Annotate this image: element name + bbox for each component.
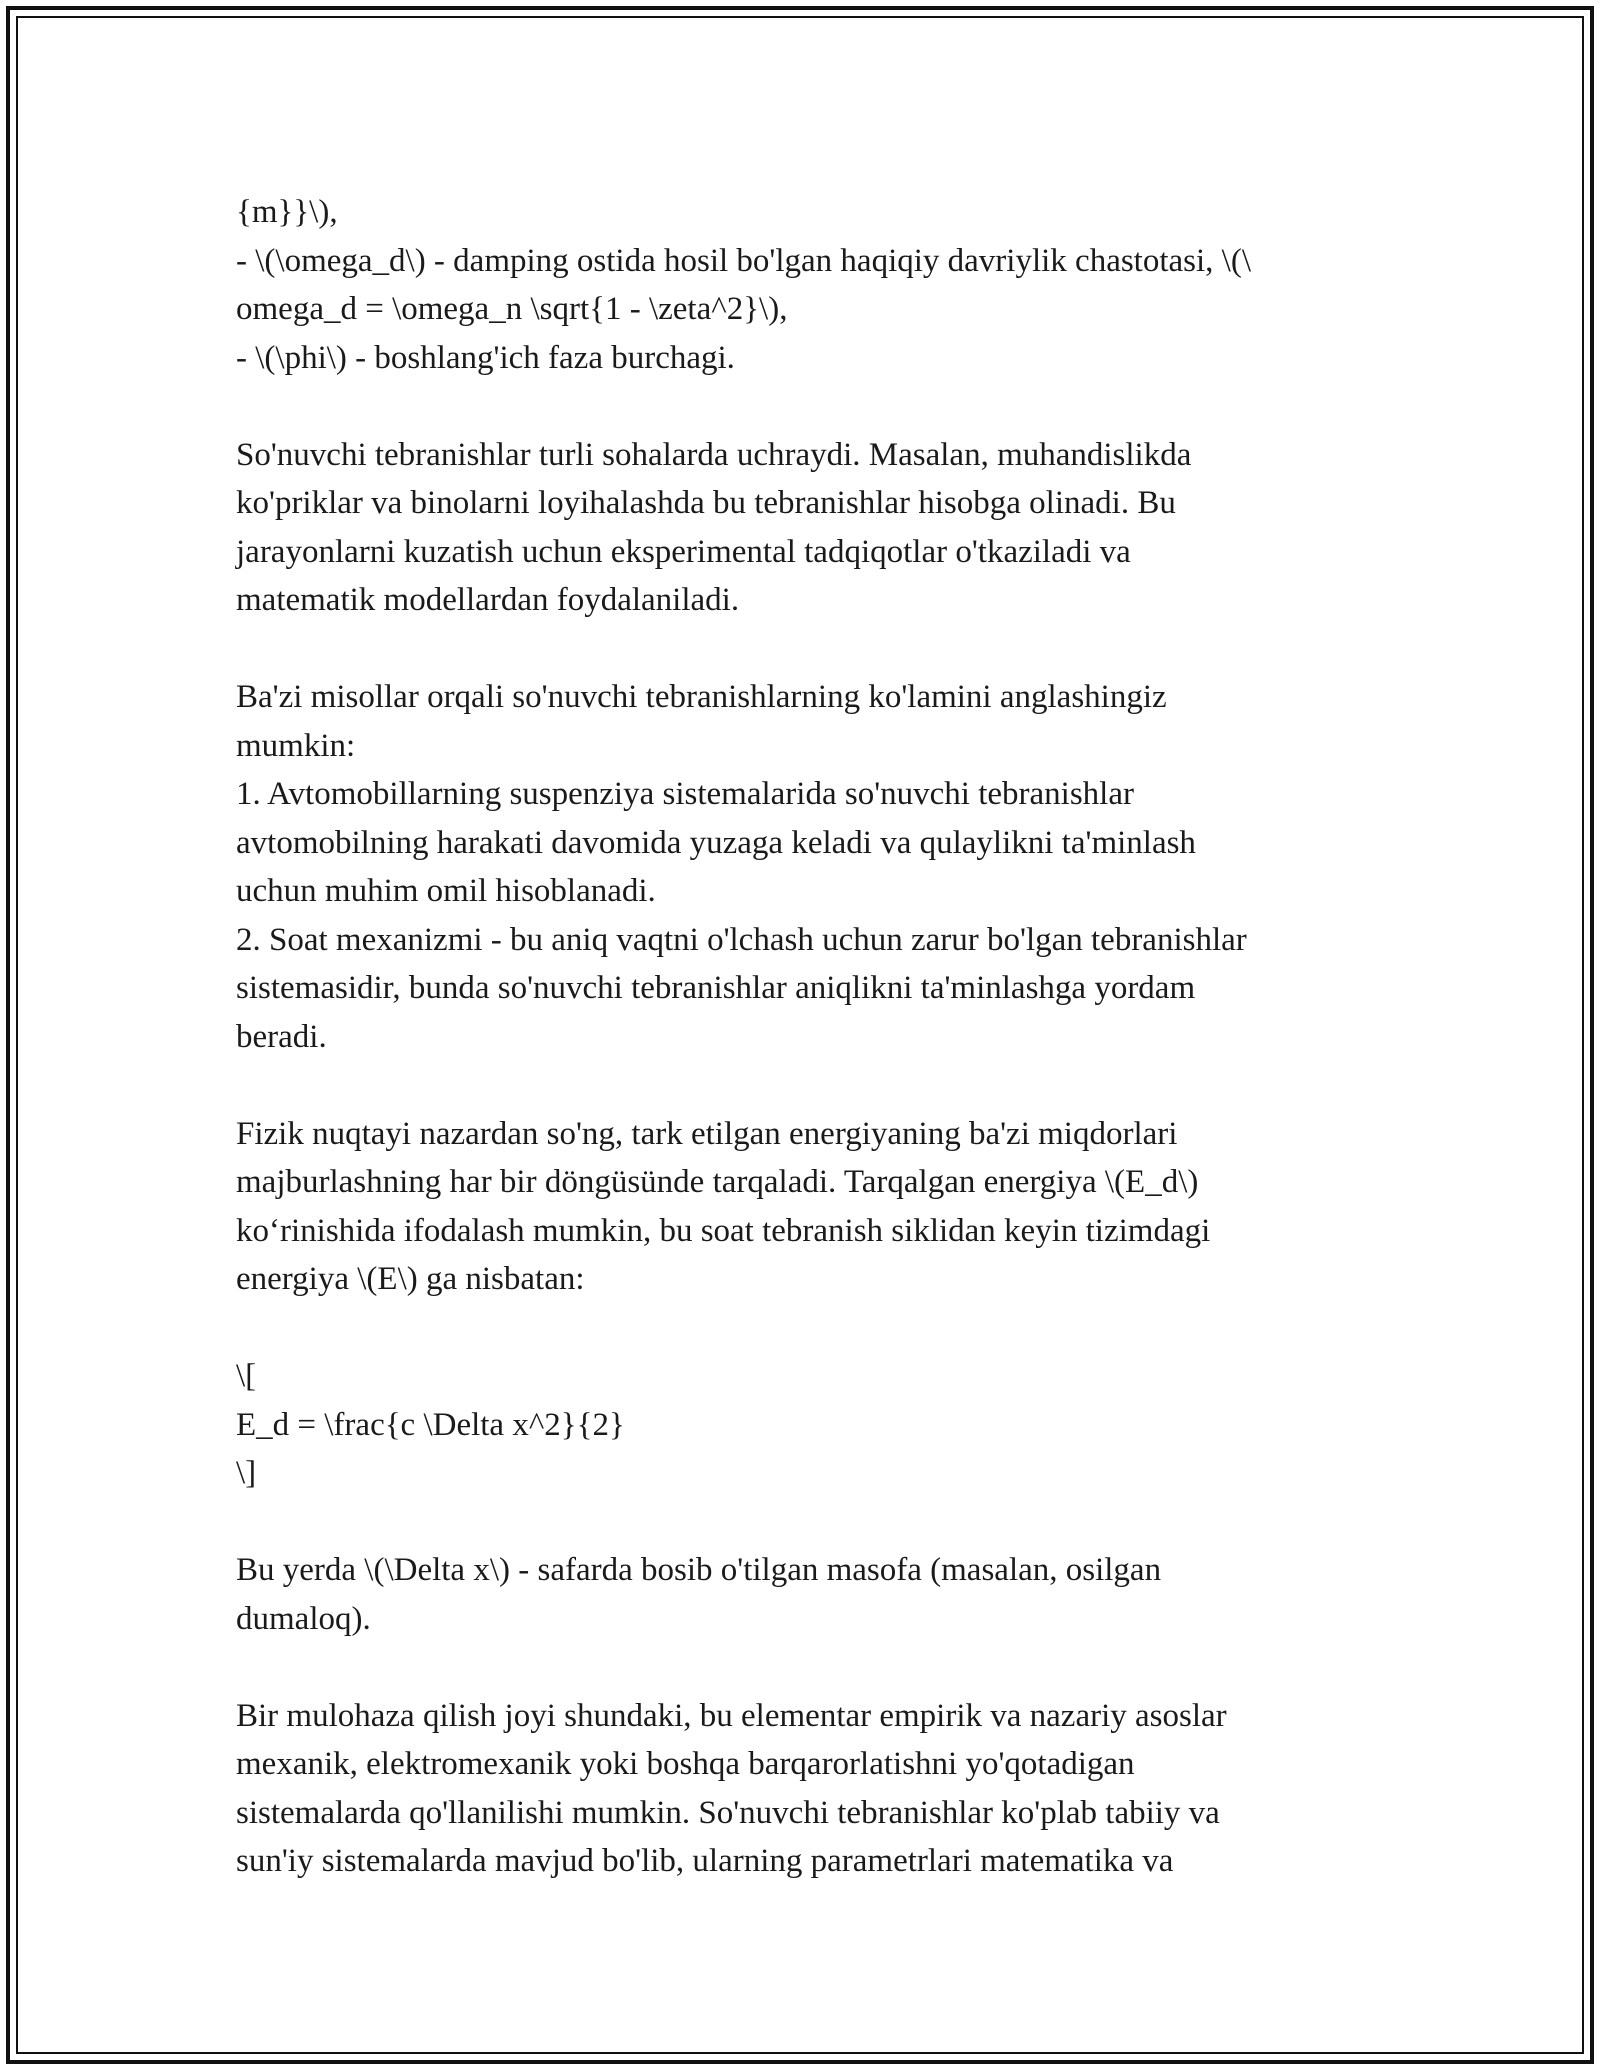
text-line: sistemalarda qo'llanilishi mumkin. So'nuvchi tebranishlar ko'plab tabiiy va xyxy=(236,1794,1220,1831)
text-line: E_d = \frac{c \Delta x^2}{2} xyxy=(236,1406,625,1443)
text-line: dumaloq). xyxy=(236,1600,371,1637)
document-body xyxy=(236,188,1376,1886)
paragraph-delta-x xyxy=(236,1546,1376,1643)
text-line: matematik modellardan foydalaniladi. xyxy=(236,582,740,618)
text-line: Ba'zi misollar orqali so'nuvchi tebranishlarning ko'lamini anglashingiz xyxy=(236,679,1167,715)
text-line: {m}}\), xyxy=(236,194,338,230)
text-line: uchun muhim omil hisoblanadi. xyxy=(236,873,656,909)
text-line: ko‘rinishida ifodalash mumkin, bu soat tebranish siklidan keyin tizimdagi xyxy=(236,1212,1211,1249)
text-line: \[ xyxy=(236,1358,257,1394)
text-line: mumkin: xyxy=(236,727,356,764)
text-line: mexanik, elektromexanik yoki boshqa barqarorlatishni yo'qotadigan xyxy=(236,1746,1135,1782)
text-line: energiya \(E\) ga nisbatan: xyxy=(236,1261,585,1297)
text-line: omega_d = \omega_n \sqrt{1 - \zeta^2}\), xyxy=(236,291,788,327)
paragraph-gap xyxy=(236,1643,1376,1692)
text-line: avtomobilning harakati davomida yuzaga keladi va qulaylikni ta'minlash xyxy=(236,824,1196,861)
paragraph-examples xyxy=(236,673,1376,1061)
text-line: Bir mulohaza qilish joyi shundaki, bu elementar empirik va nazariy asoslar xyxy=(236,1697,1227,1734)
text-line: ko'priklar va binolarni loyihalashda bu tebranishlar hisobga olinadi. Bu xyxy=(236,485,1176,521)
text-line: sun'iy sistemalarda mavjud bo'lib, ularning parametrlari matematika va xyxy=(236,1843,1174,1879)
paragraph-gap xyxy=(236,625,1376,674)
text-line: beradi. xyxy=(236,1018,327,1055)
text-line: majburlashning har bir döngüsünde tarqaladi. Tarqalgan energiya \(E_d\) xyxy=(236,1164,1199,1200)
text-line: Fizik nuqtayi nazardan so'ng, tark etilgan energiyaning ba'zi miqdorlari xyxy=(236,1115,1178,1152)
paragraph-conclusion xyxy=(236,1692,1376,1886)
paragraph-gap xyxy=(236,1498,1376,1547)
text-line: 2. Soat mexanizmi - bu aniq vaqtni o'lchash uchun zarur bo'lgan tebranishlar xyxy=(236,921,1247,958)
text-line: jarayonlarni kuzatish uchun eksperimental tadqiqotlar o'tkaziladi va xyxy=(236,533,1131,570)
paragraph-gap xyxy=(236,1061,1376,1110)
equation-energy xyxy=(236,1352,1376,1498)
text-line: - \(\phi\) - boshlang'ich faza burchagi. xyxy=(236,339,735,376)
paragraph-applications xyxy=(236,431,1376,625)
text-line: So'nuvchi tebranishlar turli sohalarda uchraydi. Masalan, muhandislikda xyxy=(236,436,1192,473)
definitions-continued xyxy=(236,188,1376,382)
text-line: Bu yerda \(\Delta x\) - safarda bosib o'tilgan masofa (masalan, osilgan xyxy=(236,1552,1162,1588)
text-line: sistemasidir, bunda so'nuvchi tebranishlar aniqlikni ta'minlashga yordam xyxy=(236,970,1196,1006)
text-line: 1. Avtomobillarning suspenziya sistemalarida so'nuvchi tebranishlar xyxy=(236,776,1134,812)
text-line: \] xyxy=(236,1455,257,1491)
paragraph-gap xyxy=(236,382,1376,431)
paragraph-gap xyxy=(236,1304,1376,1353)
paragraph-energy xyxy=(236,1110,1376,1304)
text-line: - \(\omega_d\) - damping ostida hosil bo'lgan haqiqiy davriylik chastotasi, \(\ xyxy=(236,242,1252,279)
